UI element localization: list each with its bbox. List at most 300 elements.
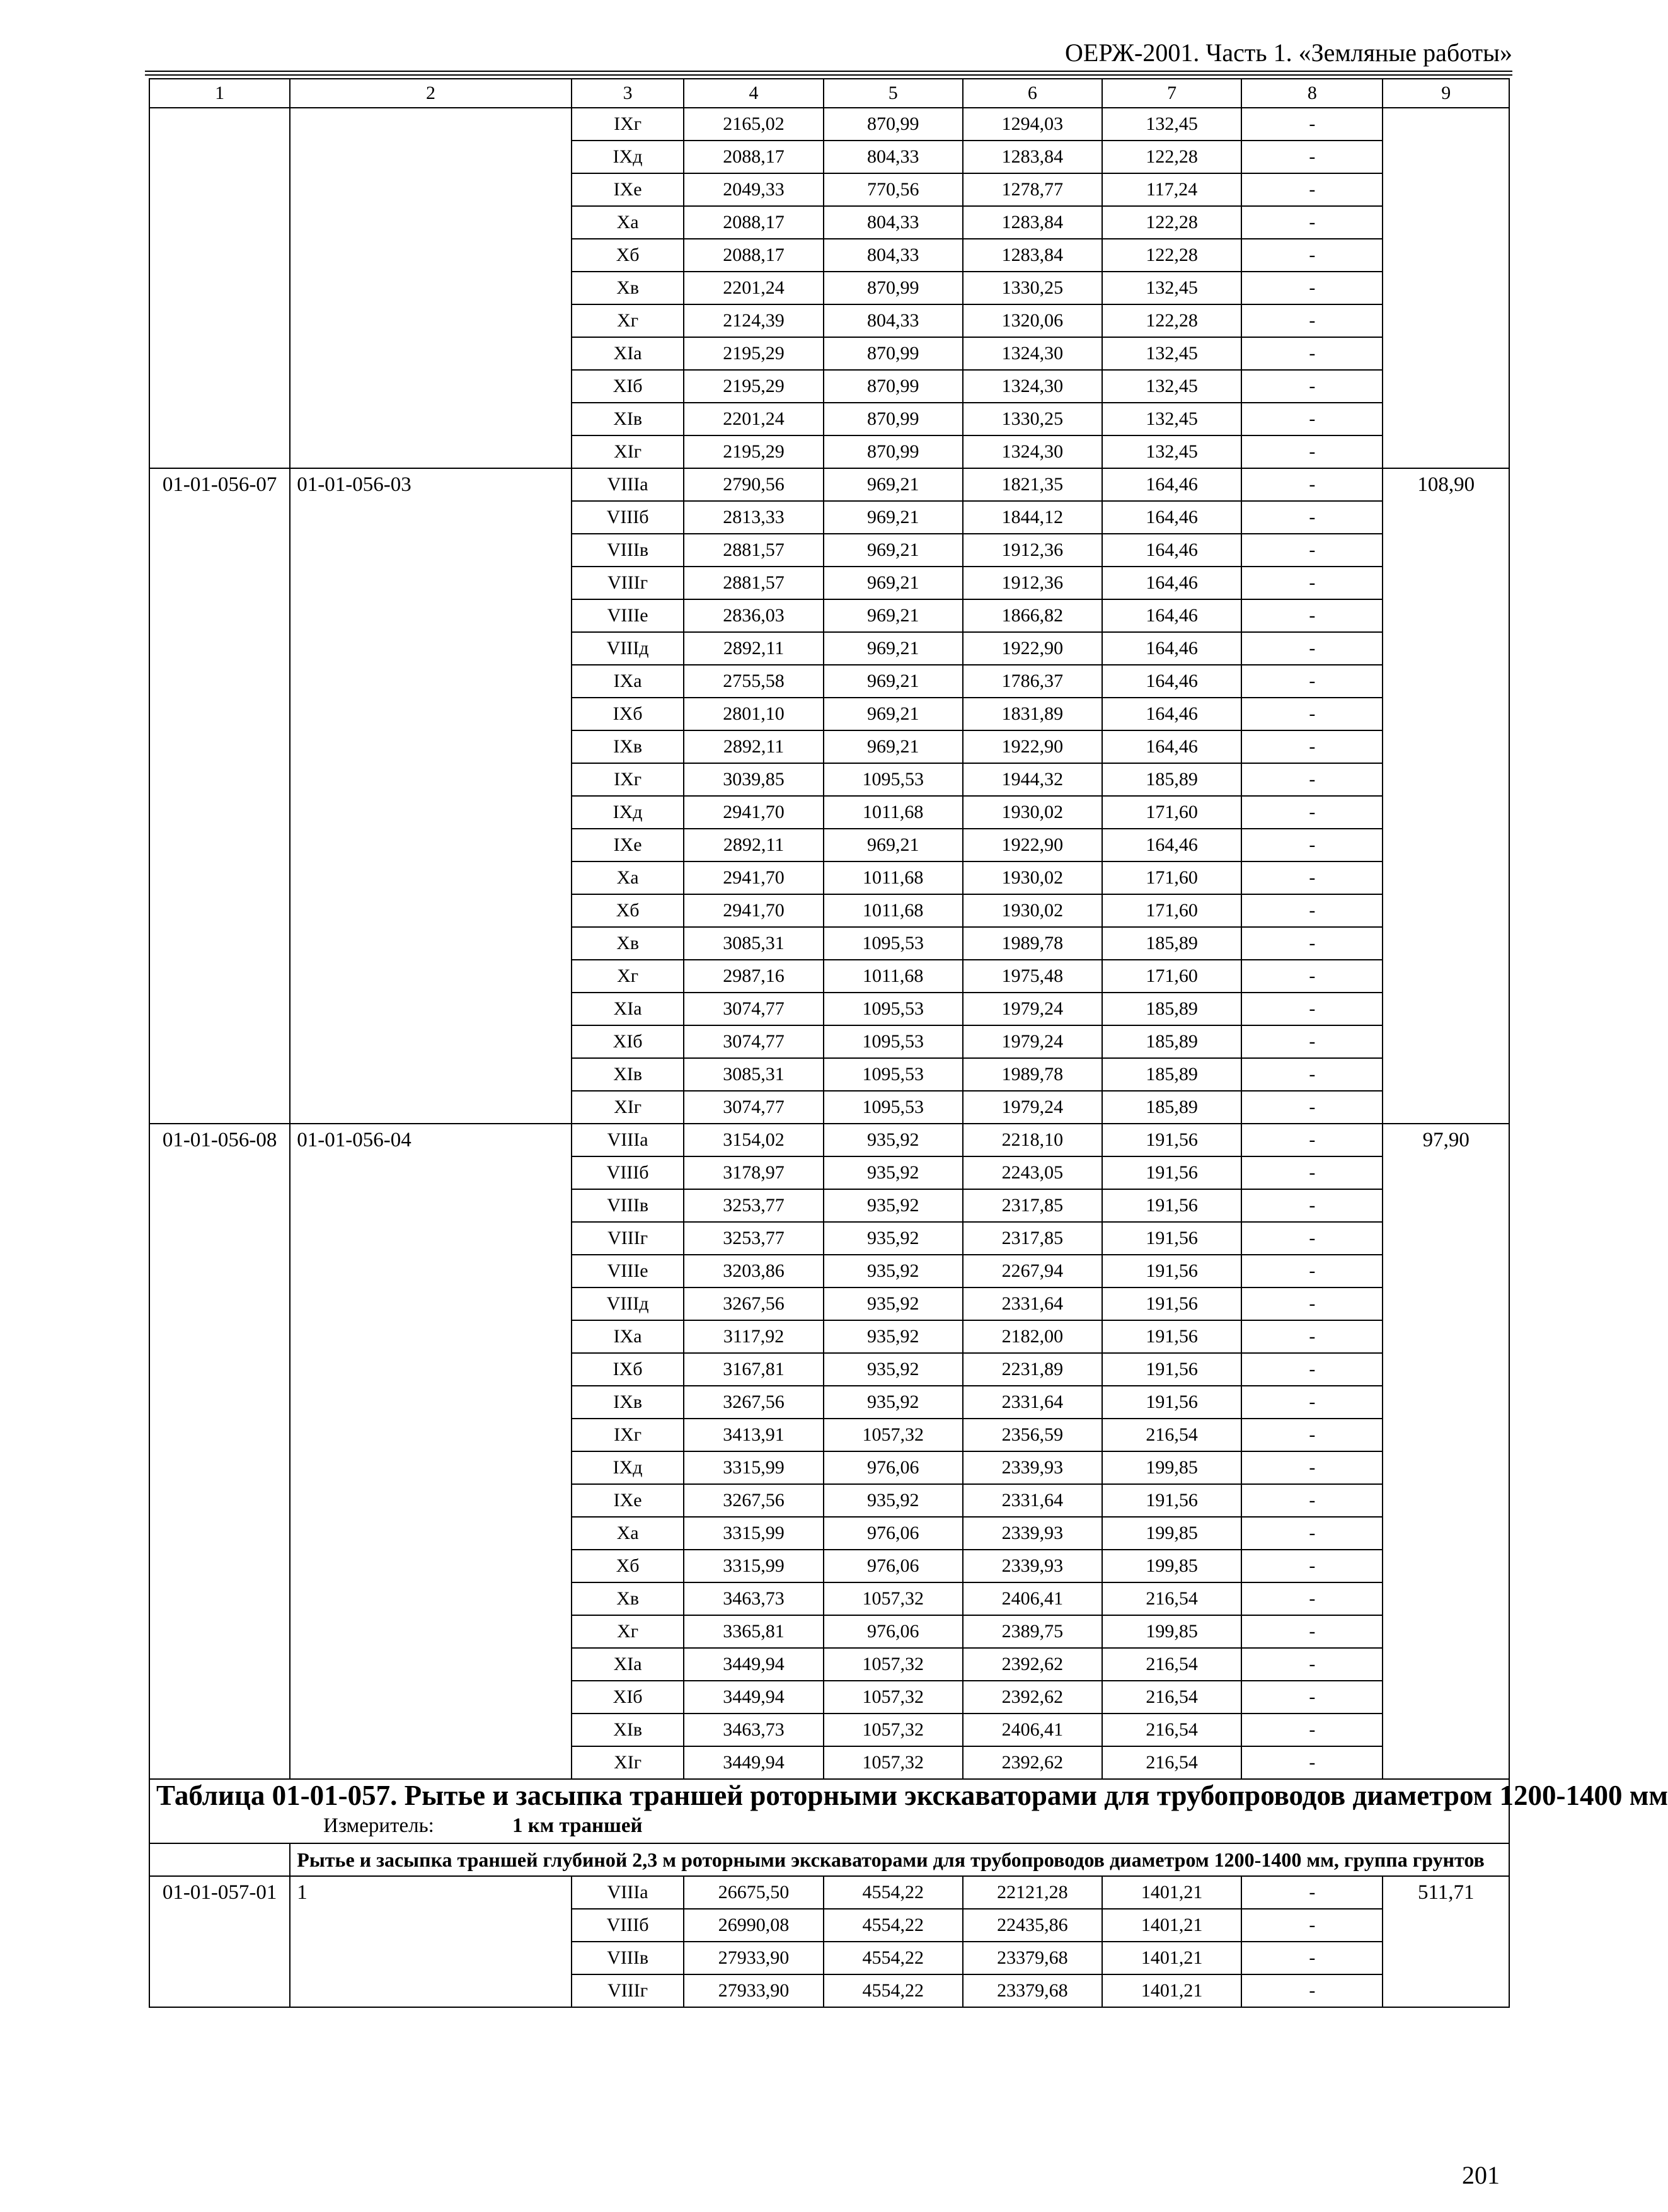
total-cost-cell: 2049,33 — [684, 173, 823, 206]
machine-cost-cell: 2331,64 — [963, 1484, 1102, 1517]
total-cost-cell: 3074,77 — [684, 1025, 823, 1058]
soil-group-cell: VIIIа — [572, 468, 684, 501]
materials-cell: - — [1241, 1550, 1383, 1582]
total-cost-cell: 2201,24 — [684, 272, 823, 304]
total-cost-cell: 3267,56 — [684, 1484, 823, 1517]
table-title: Таблица 01-01-057. Рытье и засыпка траншей роторными экскаваторами для трубопроводов диаметром 1200-1400 мм — [156, 1780, 1668, 1811]
soil-group-cell: VIIIб — [572, 1909, 684, 1942]
reference-cell — [290, 1156, 572, 1189]
operator-wages-cell: 171,60 — [1102, 861, 1241, 894]
rate-code-cell — [149, 665, 290, 698]
labor-cost-cell — [1383, 239, 1509, 272]
soil-group-cell: XIа — [572, 1648, 684, 1681]
operator-wages-cell: 1401,21 — [1102, 1942, 1241, 1974]
table-row — [149, 993, 1509, 1025]
wages-cell: 1095,53 — [824, 993, 963, 1025]
labor-cost-cell — [1383, 1287, 1509, 1320]
table-row — [149, 272, 1509, 304]
operator-wages-cell: 199,85 — [1102, 1550, 1241, 1582]
wages-cell: 935,92 — [824, 1124, 963, 1156]
rate-code-cell — [149, 1287, 290, 1320]
labor-cost-cell — [1383, 567, 1509, 599]
table-row — [149, 1550, 1509, 1582]
machine-cost-cell: 1283,84 — [963, 141, 1102, 173]
materials-cell: - — [1241, 665, 1383, 698]
operator-wages-cell: 199,85 — [1102, 1517, 1241, 1550]
rate-code-cell — [149, 206, 290, 239]
total-cost-cell: 3039,85 — [684, 763, 823, 796]
materials-cell: - — [1241, 1222, 1383, 1255]
operator-wages-cell: 216,54 — [1102, 1582, 1241, 1615]
table-row — [149, 239, 1509, 272]
materials-cell: - — [1241, 960, 1383, 993]
table-title-cell — [149, 1779, 1668, 1843]
total-cost-cell: 2755,58 — [684, 665, 823, 698]
operator-wages-cell: 122,28 — [1102, 206, 1241, 239]
machine-cost-cell: 2182,00 — [963, 1320, 1102, 1353]
rate-code-cell — [149, 698, 290, 730]
soil-group-cell: XIв — [572, 1058, 684, 1091]
operator-wages-cell: 199,85 — [1102, 1451, 1241, 1484]
rate-code-cell — [149, 534, 290, 567]
rate-code-cell — [149, 1974, 290, 2007]
wages-cell: 935,92 — [824, 1287, 963, 1320]
operator-wages-cell: 132,45 — [1102, 435, 1241, 468]
reference-cell — [290, 1909, 572, 1942]
soil-group-cell: VIIIе — [572, 599, 684, 632]
operator-wages-cell: 191,56 — [1102, 1255, 1241, 1287]
wages-cell: 976,06 — [824, 1517, 963, 1550]
rate-code-cell — [149, 1615, 290, 1648]
rate-code-cell — [149, 829, 290, 861]
table-row — [149, 730, 1509, 763]
wages-cell: 1011,68 — [824, 960, 963, 993]
reference-cell — [290, 1942, 572, 1974]
operator-wages-cell: 191,56 — [1102, 1320, 1241, 1353]
table-row — [149, 370, 1509, 403]
rate-code-cell — [149, 861, 290, 894]
table-row — [149, 1156, 1509, 1189]
wages-cell: 770,56 — [824, 173, 963, 206]
soil-group-cell: XIг — [572, 1091, 684, 1124]
rates-table-body — [149, 79, 1668, 2007]
labor-cost-cell — [1383, 599, 1509, 632]
reference-cell — [290, 501, 572, 534]
total-cost-cell: 27933,90 — [684, 1974, 823, 2007]
column-number: 3 — [572, 79, 684, 108]
table-row — [149, 829, 1509, 861]
materials-cell: - — [1241, 501, 1383, 534]
wages-cell: 4554,22 — [824, 1876, 963, 1909]
total-cost-cell: 3085,31 — [684, 927, 823, 960]
machine-cost-cell: 22435,86 — [963, 1909, 1102, 1942]
machine-cost-cell: 23379,68 — [963, 1974, 1102, 2007]
machine-cost-cell: 1944,32 — [963, 763, 1102, 796]
wages-cell: 969,21 — [824, 665, 963, 698]
table-row — [149, 1909, 1509, 1942]
reference-cell — [290, 1550, 572, 1582]
machine-cost-cell: 22121,28 — [963, 1876, 1102, 1909]
total-cost-cell: 3267,56 — [684, 1386, 823, 1419]
reference-cell: 1 — [290, 1876, 572, 1909]
wages-cell: 804,33 — [824, 206, 963, 239]
labor-cost-cell — [1383, 108, 1509, 141]
total-cost-cell: 3449,94 — [684, 1648, 823, 1681]
rate-code-cell — [149, 1320, 290, 1353]
table-row — [149, 1974, 1509, 2007]
table-row — [149, 1681, 1509, 1714]
rate-code-cell — [149, 1451, 290, 1484]
machine-cost-cell: 2392,62 — [963, 1746, 1102, 1779]
wages-cell: 935,92 — [824, 1255, 963, 1287]
soil-group-cell: VIIIа — [572, 1124, 684, 1156]
operator-wages-cell: 191,56 — [1102, 1156, 1241, 1189]
machine-cost-cell: 2267,94 — [963, 1255, 1102, 1287]
machine-cost-cell: 1324,30 — [963, 337, 1102, 370]
labor-cost-cell — [1383, 1058, 1509, 1091]
total-cost-cell: 2201,24 — [684, 403, 823, 435]
machine-cost-cell: 2218,10 — [963, 1124, 1102, 1156]
total-cost-cell: 2801,10 — [684, 698, 823, 730]
materials-cell: - — [1241, 206, 1383, 239]
rate-code-cell — [149, 796, 290, 829]
reference-cell — [290, 894, 572, 927]
wages-cell: 1057,32 — [824, 1582, 963, 1615]
table-row — [149, 1451, 1509, 1484]
reference-cell — [290, 239, 572, 272]
rate-code-cell: 01-01-056-07 — [149, 468, 290, 501]
materials-cell: - — [1241, 632, 1383, 665]
machine-cost-cell: 1912,36 — [963, 534, 1102, 567]
operator-wages-cell: 216,54 — [1102, 1746, 1241, 1779]
rate-code-cell — [149, 1648, 290, 1681]
table-row — [149, 1386, 1509, 1419]
table-row — [149, 108, 1509, 141]
reference-cell — [290, 1222, 572, 1255]
rate-code-cell — [149, 927, 290, 960]
operator-wages-cell: 191,56 — [1102, 1386, 1241, 1419]
materials-cell: - — [1241, 1582, 1383, 1615]
wages-cell: 1057,32 — [824, 1681, 963, 1714]
wages-cell: 870,99 — [824, 108, 963, 141]
table-row — [149, 1419, 1509, 1451]
table-row — [149, 861, 1509, 894]
table-row — [149, 1124, 1509, 1156]
soil-group-cell: IXв — [572, 730, 684, 763]
total-cost-cell: 2892,11 — [684, 730, 823, 763]
table-row — [149, 1058, 1509, 1091]
machine-cost-cell: 1330,25 — [963, 403, 1102, 435]
reference-cell — [290, 993, 572, 1025]
machine-cost-cell: 2406,41 — [963, 1714, 1102, 1746]
total-cost-cell: 2790,56 — [684, 468, 823, 501]
wages-cell: 969,21 — [824, 468, 963, 501]
labor-cost-cell — [1383, 1615, 1509, 1648]
labor-cost-cell: 511,71 — [1383, 1876, 1509, 1909]
rate-code-cell — [149, 1681, 290, 1714]
reference-cell — [290, 403, 572, 435]
materials-cell: - — [1241, 1386, 1383, 1419]
rate-code-cell — [149, 1386, 290, 1419]
soil-group-cell: VIIIв — [572, 534, 684, 567]
operator-wages-cell: 1401,21 — [1102, 1974, 1241, 2007]
reference-cell — [290, 1974, 572, 2007]
materials-cell: - — [1241, 1320, 1383, 1353]
machine-cost-cell: 1922,90 — [963, 632, 1102, 665]
rates-table — [149, 78, 1668, 2008]
materials-cell: - — [1241, 1942, 1383, 1974]
total-cost-cell: 3203,86 — [684, 1255, 823, 1287]
rate-code-cell — [149, 370, 290, 403]
reference-cell — [290, 861, 572, 894]
labor-cost-cell — [1383, 1156, 1509, 1189]
materials-cell: - — [1241, 1714, 1383, 1746]
soil-group-cell: VIIIв — [572, 1189, 684, 1222]
operator-wages-cell: 191,56 — [1102, 1287, 1241, 1320]
rate-code-cell — [149, 567, 290, 599]
soil-group-cell: Xа — [572, 1517, 684, 1550]
wages-cell: 976,06 — [824, 1451, 963, 1484]
wages-cell: 935,92 — [824, 1353, 963, 1386]
operator-wages-cell: 164,46 — [1102, 698, 1241, 730]
soil-group-cell: VIIIе — [572, 1255, 684, 1287]
labor-cost-cell — [1383, 141, 1509, 173]
soil-group-cell: IXб — [572, 1353, 684, 1386]
reference-cell — [290, 337, 572, 370]
total-cost-cell: 3178,97 — [684, 1156, 823, 1189]
soil-group-cell: IXе — [572, 173, 684, 206]
operator-wages-cell: 191,56 — [1102, 1189, 1241, 1222]
total-cost-cell: 3074,77 — [684, 993, 823, 1025]
labor-cost-cell — [1383, 1484, 1509, 1517]
materials-cell: - — [1241, 1353, 1383, 1386]
reference-cell: 01-01-056-03 — [290, 468, 572, 501]
labor-cost-cell — [1383, 1091, 1509, 1124]
total-cost-cell: 3267,56 — [684, 1287, 823, 1320]
machine-cost-cell: 1922,90 — [963, 829, 1102, 861]
table-row — [149, 1255, 1509, 1287]
header-rule — [145, 71, 1512, 76]
materials-cell: - — [1241, 829, 1383, 861]
machine-cost-cell: 1979,24 — [963, 993, 1102, 1025]
reference-cell — [290, 960, 572, 993]
column-number: 7 — [1102, 79, 1241, 108]
wages-cell: 1095,53 — [824, 1058, 963, 1091]
total-cost-cell: 3463,73 — [684, 1714, 823, 1746]
materials-cell: - — [1241, 1189, 1383, 1222]
materials-cell: - — [1241, 534, 1383, 567]
soil-group-cell: IXв — [572, 1386, 684, 1419]
labor-cost-cell — [1383, 698, 1509, 730]
materials-cell: - — [1241, 599, 1383, 632]
reference-cell — [290, 1353, 572, 1386]
total-cost-cell: 2881,57 — [684, 534, 823, 567]
labor-cost-cell — [1383, 1714, 1509, 1746]
table-row — [149, 1615, 1509, 1648]
table-row — [149, 304, 1509, 337]
wages-cell: 870,99 — [824, 435, 963, 468]
labor-cost-cell — [1383, 927, 1509, 960]
operator-wages-cell: 216,54 — [1102, 1419, 1241, 1451]
wages-cell: 1095,53 — [824, 927, 963, 960]
total-cost-cell: 3253,77 — [684, 1222, 823, 1255]
machine-cost-cell: 2317,85 — [963, 1189, 1102, 1222]
subtitle-spacer-cell — [149, 1843, 290, 1876]
soil-group-cell: IXг — [572, 763, 684, 796]
soil-group-cell: Xв — [572, 272, 684, 304]
reference-cell — [290, 567, 572, 599]
reference-cell — [290, 1025, 572, 1058]
machine-cost-cell: 1283,84 — [963, 239, 1102, 272]
machine-cost-cell: 2317,85 — [963, 1222, 1102, 1255]
reference-cell — [290, 599, 572, 632]
soil-group-cell: VIIIв — [572, 1942, 684, 1974]
labor-cost-cell — [1383, 665, 1509, 698]
table-title-row — [149, 1779, 1509, 1843]
wages-cell: 969,21 — [824, 567, 963, 599]
rate-code-cell — [149, 730, 290, 763]
operator-wages-cell: 164,46 — [1102, 534, 1241, 567]
rate-code-cell — [149, 1058, 290, 1091]
labor-cost-cell — [1383, 796, 1509, 829]
rate-code-cell — [149, 141, 290, 173]
materials-cell: - — [1241, 567, 1383, 599]
materials-cell: - — [1241, 1091, 1383, 1124]
wages-cell: 969,21 — [824, 599, 963, 632]
rate-code-cell — [149, 1517, 290, 1550]
wages-cell: 1011,68 — [824, 894, 963, 927]
wages-cell: 969,21 — [824, 698, 963, 730]
table-row — [149, 1517, 1509, 1550]
rate-code-cell — [149, 403, 290, 435]
materials-cell: - — [1241, 108, 1383, 141]
soil-group-cell: VIIIд — [572, 632, 684, 665]
materials-cell: - — [1241, 1909, 1383, 1942]
materials-cell: - — [1241, 304, 1383, 337]
machine-cost-cell: 1979,24 — [963, 1025, 1102, 1058]
wages-cell: 1011,68 — [824, 796, 963, 829]
reference-cell — [290, 141, 572, 173]
labor-cost-cell — [1383, 337, 1509, 370]
materials-cell: - — [1241, 1287, 1383, 1320]
materials-cell: - — [1241, 468, 1383, 501]
table-row — [149, 206, 1509, 239]
wages-cell: 969,21 — [824, 632, 963, 665]
soil-group-cell: IXе — [572, 1484, 684, 1517]
machine-cost-cell: 1294,03 — [963, 108, 1102, 141]
machine-cost-cell: 1324,30 — [963, 370, 1102, 403]
labor-cost-cell — [1383, 1451, 1509, 1484]
wages-cell: 976,06 — [824, 1615, 963, 1648]
soil-group-cell: IXг — [572, 108, 684, 141]
soil-group-cell: XIб — [572, 1681, 684, 1714]
table-row — [149, 1320, 1509, 1353]
reference-cell — [290, 796, 572, 829]
table-row — [149, 1287, 1509, 1320]
wages-cell: 1095,53 — [824, 763, 963, 796]
total-cost-cell: 2124,39 — [684, 304, 823, 337]
rate-code-cell — [149, 1222, 290, 1255]
rate-code-cell: 01-01-056-08 — [149, 1124, 290, 1156]
wages-cell: 1057,32 — [824, 1648, 963, 1681]
wages-cell: 870,99 — [824, 272, 963, 304]
total-cost-cell: 3449,94 — [684, 1746, 823, 1779]
reference-cell — [290, 1386, 572, 1419]
rate-code-cell — [149, 1909, 290, 1942]
operator-wages-cell: 191,56 — [1102, 1124, 1241, 1156]
machine-cost-cell: 2406,41 — [963, 1582, 1102, 1615]
soil-group-cell: IXд — [572, 1451, 684, 1484]
rate-code-cell — [149, 1714, 290, 1746]
reference-cell — [290, 534, 572, 567]
wages-cell: 1095,53 — [824, 1091, 963, 1124]
wages-cell: 870,99 — [824, 370, 963, 403]
table-row — [149, 1091, 1509, 1124]
labor-cost-cell — [1383, 1648, 1509, 1681]
table-row — [149, 894, 1509, 927]
document-header: ОЕРЖ-2001. Часть 1. «Земляные работы» — [1065, 38, 1512, 67]
machine-cost-cell: 1786,37 — [963, 665, 1102, 698]
materials-cell: - — [1241, 730, 1383, 763]
total-cost-cell: 2941,70 — [684, 796, 823, 829]
labor-cost-cell — [1383, 1419, 1509, 1451]
materials-cell: - — [1241, 239, 1383, 272]
labor-cost-cell — [1383, 1222, 1509, 1255]
wages-cell: 1057,32 — [824, 1746, 963, 1779]
table-row — [149, 1714, 1509, 1746]
table-row — [149, 1648, 1509, 1681]
labor-cost-cell — [1383, 1942, 1509, 1974]
rate-code-cell — [149, 272, 290, 304]
wages-cell: 935,92 — [824, 1320, 963, 1353]
operator-wages-cell: 164,46 — [1102, 468, 1241, 501]
wages-cell: 804,33 — [824, 304, 963, 337]
machine-cost-cell: 2356,59 — [963, 1419, 1102, 1451]
operator-wages-cell: 171,60 — [1102, 960, 1241, 993]
machine-cost-cell: 1844,12 — [963, 501, 1102, 534]
total-cost-cell: 2881,57 — [684, 567, 823, 599]
column-number: 2 — [290, 79, 572, 108]
soil-group-cell: Xв — [572, 927, 684, 960]
reference-cell — [290, 665, 572, 698]
soil-group-cell: Xб — [572, 239, 684, 272]
wages-cell: 935,92 — [824, 1222, 963, 1255]
soil-group-cell: IXг — [572, 1419, 684, 1451]
rate-code-cell — [149, 337, 290, 370]
operator-wages-cell: 132,45 — [1102, 272, 1241, 304]
wages-cell: 976,06 — [824, 1550, 963, 1582]
operator-wages-cell: 185,89 — [1102, 927, 1241, 960]
machine-cost-cell: 1979,24 — [963, 1091, 1102, 1124]
wages-cell: 1011,68 — [824, 861, 963, 894]
operator-wages-cell: 185,89 — [1102, 1091, 1241, 1124]
operator-wages-cell: 171,60 — [1102, 796, 1241, 829]
operator-wages-cell: 185,89 — [1102, 763, 1241, 796]
reference-cell — [290, 435, 572, 468]
meter-value: 1 км траншей — [512, 1814, 643, 1837]
labor-cost-cell — [1383, 1517, 1509, 1550]
machine-cost-cell: 1930,02 — [963, 894, 1102, 927]
rate-code-cell: 01-01-057-01 — [149, 1876, 290, 1909]
rate-code-cell — [149, 763, 290, 796]
column-number: 1 — [149, 79, 290, 108]
reference-cell — [290, 1058, 572, 1091]
wages-cell: 1095,53 — [824, 1025, 963, 1058]
machine-cost-cell: 2331,64 — [963, 1386, 1102, 1419]
labor-cost-cell — [1383, 1255, 1509, 1287]
table-row — [149, 1484, 1509, 1517]
operator-wages-cell: 164,46 — [1102, 730, 1241, 763]
